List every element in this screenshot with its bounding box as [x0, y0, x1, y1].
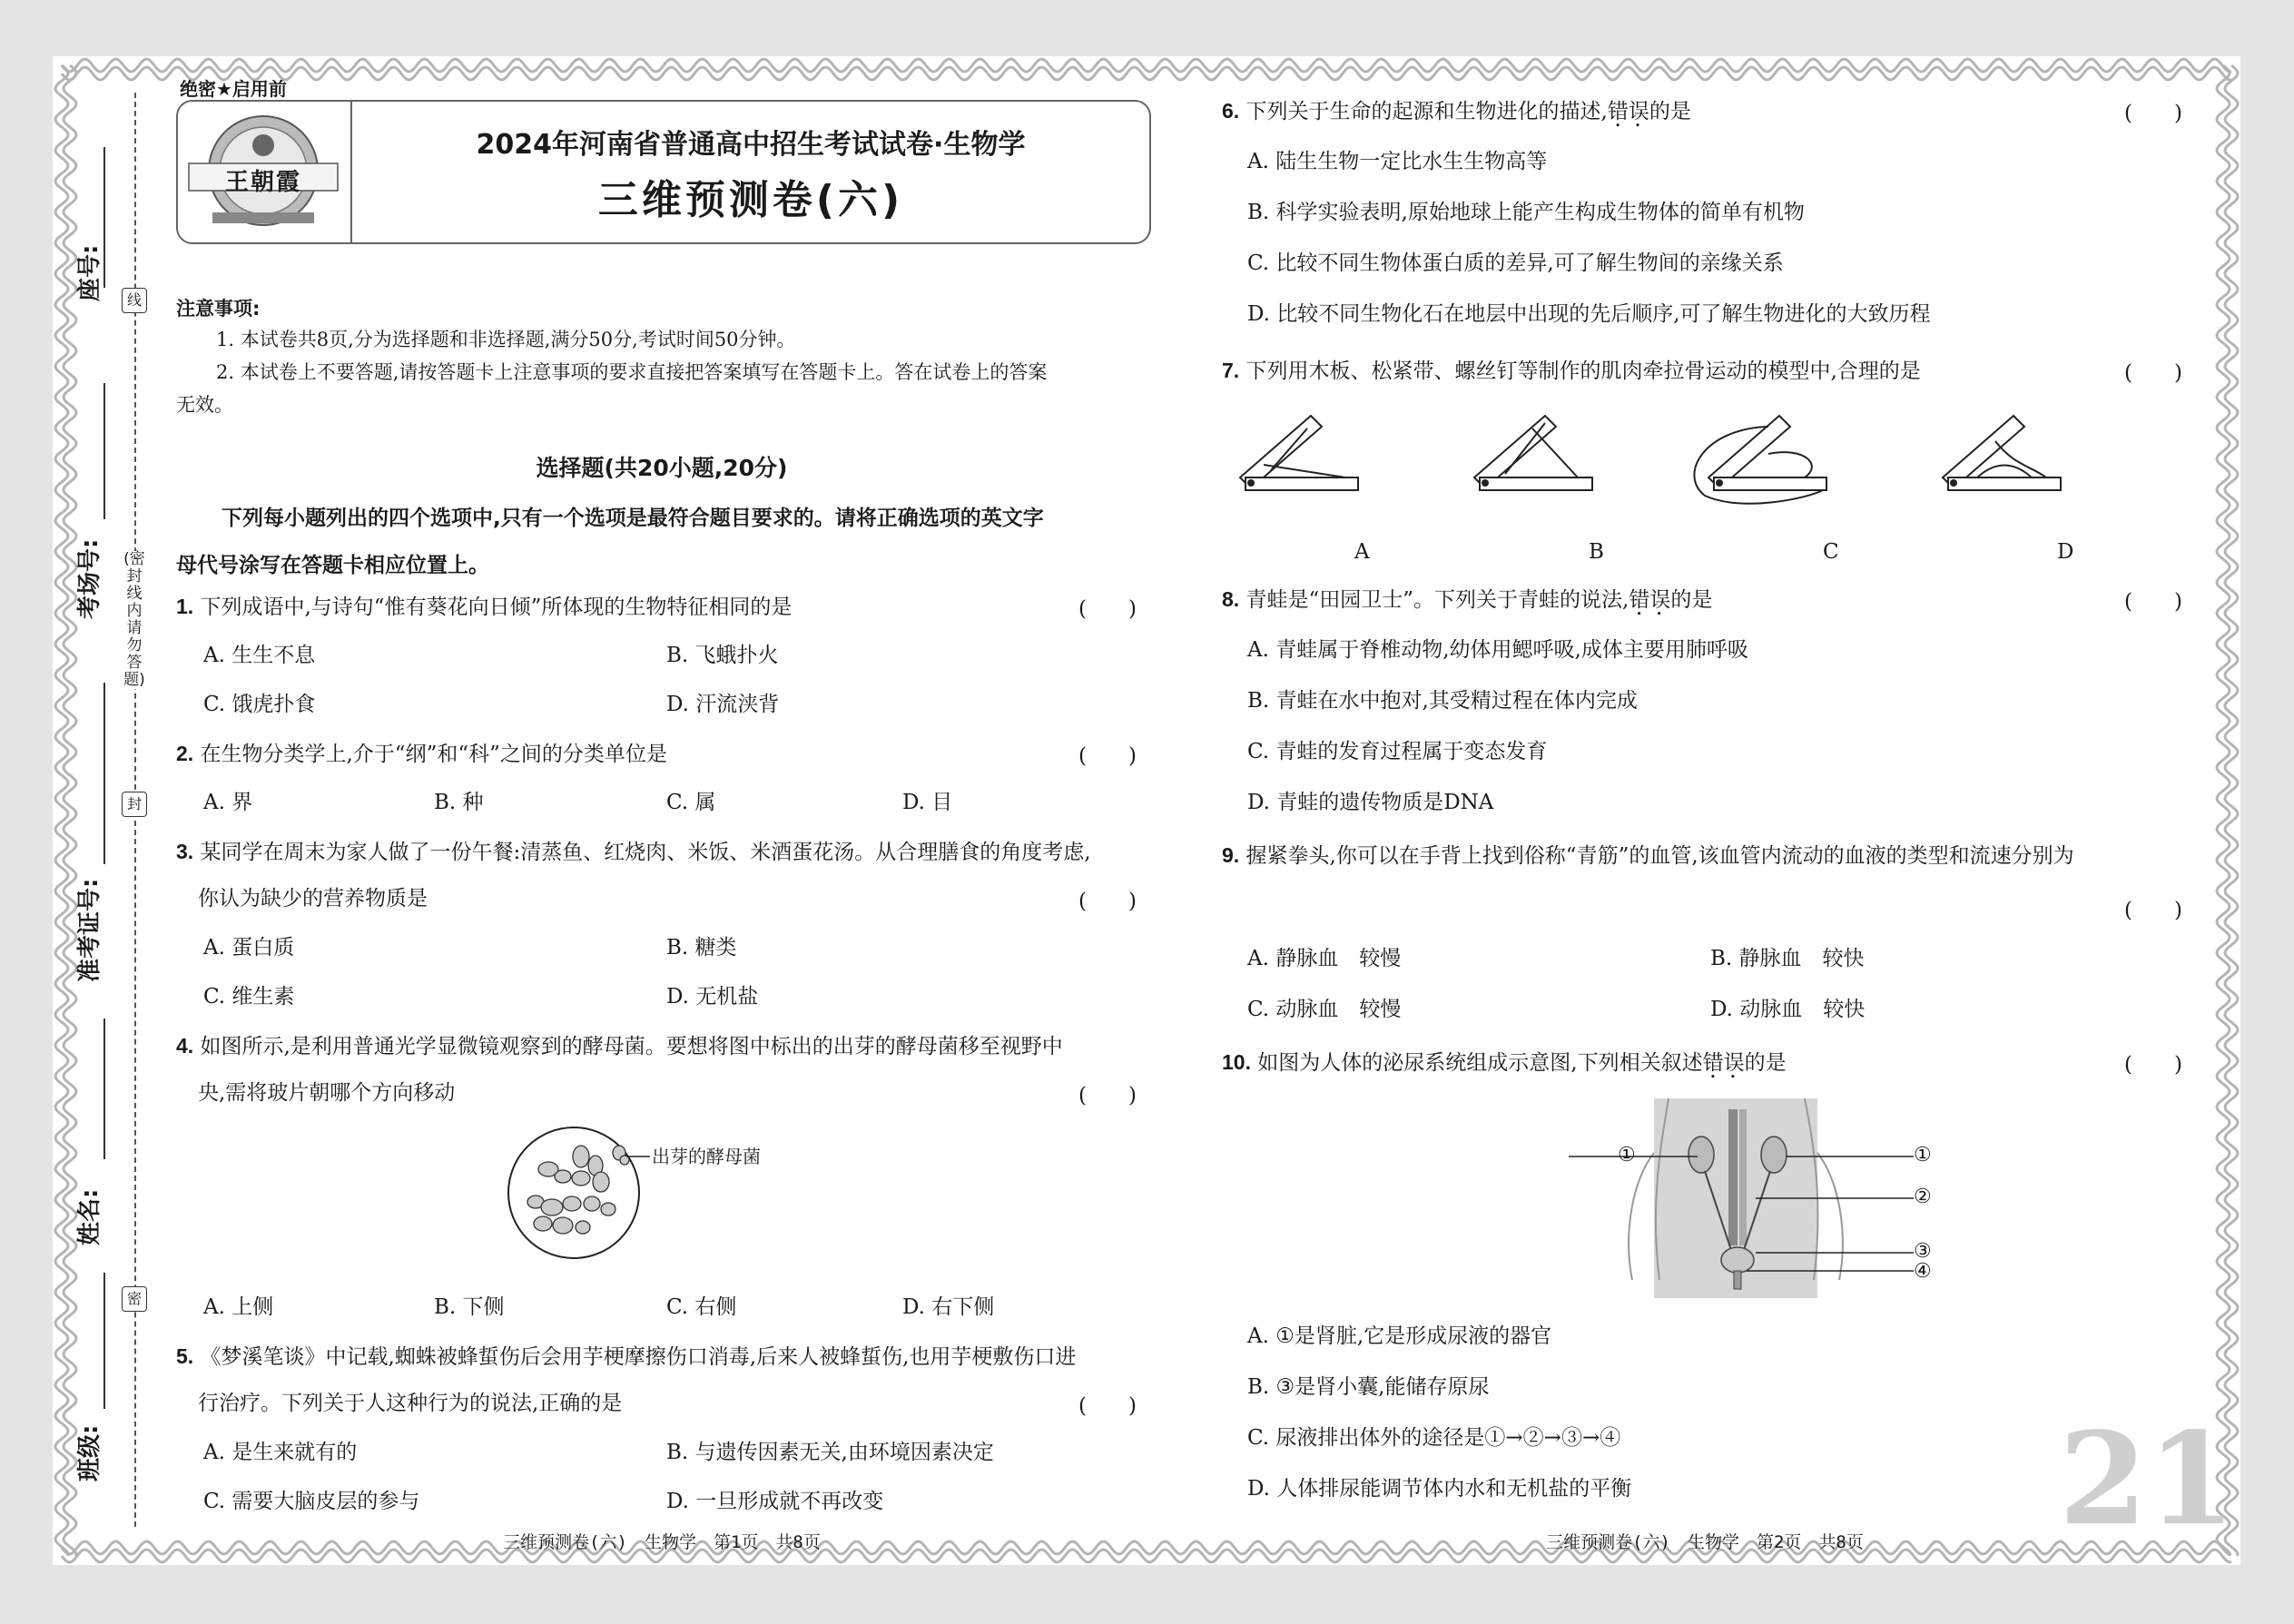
q3-number: 3.	[176, 840, 194, 863]
q7-answer-bracket: ( )	[2124, 361, 2182, 385]
q2-stem: 在生物分类学上,介于“纲”和“科”之间的分类单位是	[200, 743, 667, 766]
q10-answer-bracket: ( )	[2124, 1053, 2182, 1077]
seal-char-line: 线	[122, 288, 147, 313]
q5-answer-bracket: ( )	[1078, 1394, 1137, 1418]
q1-number: 1.	[176, 595, 194, 618]
q3-option-c: C. 维生素	[203, 985, 295, 1009]
q10-stem-end: 的是	[1744, 1051, 1787, 1075]
q3-answer-bracket: ( )	[1078, 890, 1137, 913]
q10-option-a: A. ①是肾脏,它是形成尿液的器官	[1247, 1324, 1552, 1348]
q8-emphasis: 错误 • •	[1629, 586, 1670, 615]
q6-stem-end: 的是	[1649, 100, 1691, 123]
q9-option-c: C. 动脉血 较慢	[1247, 998, 1402, 1021]
class-label: 班级:	[76, 1424, 103, 1481]
q4-number: 4.	[176, 1034, 194, 1058]
q4-answer-bracket: ( )	[1078, 1084, 1137, 1107]
q9-answer-bracket: ( )	[2124, 899, 2182, 922]
logo	[185, 111, 341, 231]
q10-emphasis: 错误 • •	[1703, 1048, 1745, 1078]
notice-item-2-cont: 无效。	[176, 394, 233, 416]
section-title: 选择题(共20小题,20分)	[536, 455, 788, 481]
seal-char-seal: 封	[122, 792, 147, 817]
muscle-model-figure	[1233, 410, 2104, 510]
logo-text: 王朝霞	[224, 169, 301, 196]
q5-option-c: C. 需要大脑皮层的参与	[203, 1490, 420, 1513]
q9-option-a: A. 静脉血 较慢	[1247, 947, 1402, 970]
border-wave	[55, 65, 68, 1556]
q5-option-b: B. 与遗传因素无关,由环境因素决定	[666, 1441, 994, 1464]
q4-option-d: D. 右下侧	[902, 1295, 995, 1319]
figure-mark-1-left: ①	[1618, 1144, 1636, 1166]
q8-option-a: A. 青蛙属于脊椎动物,幼体用鳃呼吸,成体主要用肺呼吸	[1247, 638, 1748, 662]
q5-stem-cont: 行治疗。下列关于人这种行为的说法,正确的是	[198, 1392, 623, 1415]
q7-label-c: C	[1823, 540, 1839, 564]
secret-tag: 绝密★启用前	[180, 78, 287, 100]
room-number-label: 考场号:	[76, 538, 103, 619]
exam-sheet	[53, 56, 2240, 1565]
q3-option-a: A. 蛋白质	[203, 936, 295, 960]
q1-option-c: C. 饿虎扑食	[203, 693, 316, 716]
q4-option-c: C. 右侧	[666, 1295, 737, 1319]
q6-answer-bracket: ( )	[2124, 102, 2182, 125]
q10-stem: 如图为人体的泌尿系统组成示意图,下列相关叙述	[1257, 1051, 1703, 1075]
section-instruction-cont: 母代号涂写在答题卡相应位置上。	[176, 554, 489, 577]
q6-stem: 下列关于生命的起源和生物进化的描述,	[1245, 100, 1608, 123]
notice-item-1: 1. 本试卷共8页,分为选择题和非选择题,满分50分,考试时间50分钟。	[216, 329, 796, 350]
q1-option-a: A. 生生不息	[203, 644, 316, 667]
q7-number: 7.	[1222, 359, 1240, 382]
q5-option-a: A. 是生来就有的	[203, 1441, 358, 1464]
footer-right: 三维预测卷(六) 生物学 第2页 共8页	[1546, 1532, 1864, 1552]
q5-stem: 《梦溪笔谈》中记载,蜘蛛被蜂蜇伤后会用芋梗摩擦伤口消毒,后来人被蜂蜇伤,也用芋梗敷伤口进	[200, 1345, 1077, 1369]
notice-heading: 注意事项:	[176, 298, 261, 320]
q2-number: 2.	[176, 742, 194, 765]
yeast-microscope-figure	[507, 1126, 761, 1262]
figure-mark-1-right: ①	[1914, 1144, 1932, 1166]
exam-title: 2024年河南省普通高中招生考试试卷·生物学	[476, 129, 1026, 161]
q6-option-b: B. 科学实验表明,原始地球上能产生构成生物体的简单有机物	[1247, 201, 1805, 224]
q3-stem: 某同学在周末为家人做了一份午餐:清蒸鱼、红烧肉、米饭、米酒蛋花汤。从合理膳食的角度考虑,	[200, 841, 1091, 864]
q8-stem: 青蛙是“田园卫士”。下列关于青蛙的说法,	[1245, 588, 1629, 612]
header-box	[176, 100, 1151, 244]
q3-option-b: B. 糖类	[666, 936, 737, 960]
q10-number: 10.	[1222, 1050, 1251, 1074]
q8-number: 8.	[1222, 587, 1240, 611]
q10-option-d: D. 人体排尿能调节体内水和无机盐的平衡	[1247, 1477, 1632, 1501]
q2-option-d: D. 目	[902, 791, 953, 814]
q9-option-b: B. 静脉血 较快	[1710, 947, 1865, 970]
q8-option-d: D. 青蛙的遗传物质是DNA	[1247, 791, 1494, 814]
q5-option-d: D. 一旦形成就不再改变	[666, 1490, 884, 1513]
q2-option-b: B. 种	[434, 791, 484, 814]
name-label: 姓名:	[76, 1188, 103, 1245]
q10-option-c: C. 尿液排出体外的途径是①→②→③→④	[1247, 1426, 1621, 1450]
q7-label-d: D	[2057, 540, 2074, 564]
q4-stem-cont: 央,需将玻片朝哪个方向移动	[198, 1081, 456, 1105]
q1-answer-bracket: ( )	[1078, 597, 1137, 621]
q6-number: 6.	[1222, 99, 1240, 123]
q9-stem: 握紧拳头,你可以在手背上找到俗称“青筋”的血管,该血管内流动的血液的类型和流速分别为	[1245, 844, 2074, 868]
section-instruction: 下列每小题列出的四个选项中,只有一个选项是最符合题目要求的。请将正确选项的英文字	[222, 507, 1044, 530]
q7-label-b: B	[1589, 540, 1604, 564]
q4-option-b: B. 下侧	[434, 1295, 505, 1319]
seal-note: (密封线内请勿答题)	[123, 550, 145, 689]
paper-title: 三维预测卷(六)	[597, 177, 904, 223]
q8-answer-bracket: ( )	[2124, 590, 2182, 614]
footer-left: 三维预测卷(六) 生物学 第1页 共8页	[503, 1532, 821, 1552]
border-wave	[2217, 65, 2230, 1556]
q6-option-d: D. 比较不同生物化石在地层中出现的先后顺序,可了解生物进化的大致历程	[1247, 302, 1931, 326]
q6-option-a: A. 陆生生物一定比水生生物高等	[1247, 150, 1548, 173]
seal-char-secret: 密	[122, 1286, 147, 1312]
budding-yeast-label: 出芽的酵母菌	[652, 1146, 761, 1167]
q3-stem-cont: 你认为缺少的营养物质是	[198, 887, 428, 910]
q7-stem: 下列用木板、松紧带、螺丝钉等制作的肌肉牵拉骨运动的模型中,合理的是	[1245, 359, 1921, 383]
q9-option-d: D. 动脉血 较快	[1710, 998, 1866, 1021]
q9-number: 9.	[1222, 843, 1240, 867]
q1-option-b: B. 飞蛾扑火	[666, 644, 779, 667]
q1-stem: 下列成语中,与诗句“惟有葵花向日倾”所体现的生物特征相同的是	[200, 595, 793, 619]
q8-stem-end: 的是	[1670, 588, 1713, 612]
admission-number-label: 准考证号:	[76, 878, 103, 982]
figure-leader-lines	[1569, 1098, 1932, 1280]
q6-option-c: C. 比较不同生物体蛋白质的差异,可了解生物间的亲缘关系	[1247, 251, 1784, 275]
q2-answer-bracket: ( )	[1078, 744, 1137, 768]
q8-option-c: C. 青蛙的发育过程属于变态发育	[1247, 740, 1548, 763]
q2-option-a: A. 界	[203, 791, 253, 814]
q5-number: 5.	[176, 1344, 194, 1368]
seat-number-label: 座号:	[76, 244, 103, 301]
q1-option-d: D. 汗流浃背	[666, 693, 780, 716]
q3-option-d: D. 无机盐	[666, 985, 759, 1009]
page-badge: 21	[2059, 1405, 2236, 1554]
q7-label-a: A	[1354, 540, 1370, 564]
q4-stem: 如图所示,是利用普通光学显微镜观察到的酵母菌。要想将图中标出的出芽的酵母菌移至视野中	[200, 1035, 1063, 1058]
q10-option-b: B. ③是肾小囊,能储存原尿	[1247, 1375, 1490, 1399]
figure-mark-2: ②	[1914, 1186, 1932, 1208]
q2-option-c: C. 属	[666, 791, 716, 814]
wavy-border	[53, 56, 2240, 1565]
q4-option-a: A. 上侧	[203, 1295, 274, 1319]
q6-emphasis: 错误 • •	[1608, 97, 1649, 126]
notice-item-2: 2. 本试卷上不要答题,请按答题卡上注意事项的要求直接把答案填写在答题卡上。答在试卷上的答案	[216, 361, 1048, 383]
figure-mark-3: ③	[1914, 1240, 1932, 1263]
q8-option-b: B. 青蛙在水中抱对,其受精过程在体内完成	[1247, 689, 1638, 713]
figure-mark-4: ④	[1914, 1260, 1932, 1283]
